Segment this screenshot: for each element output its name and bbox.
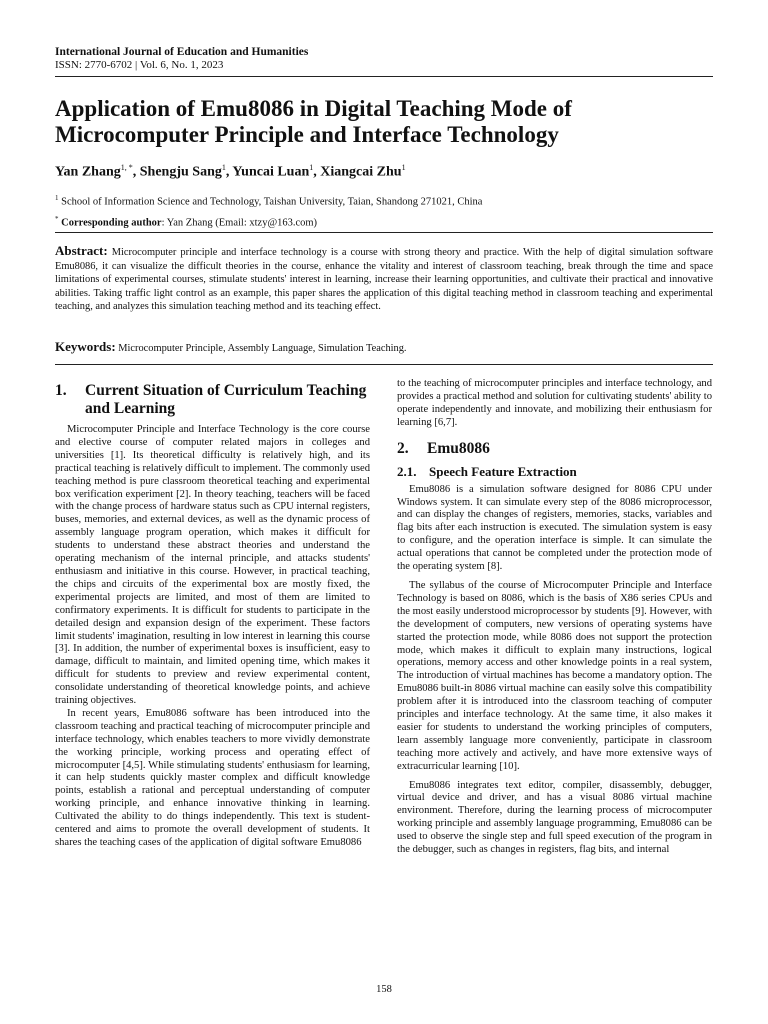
corr-sup: * [55, 214, 59, 223]
journal-header [55, 45, 715, 72]
section-title: Emu8086 [427, 439, 490, 457]
page-number: 158 [376, 984, 392, 995]
author-name: Yan Zhang [55, 164, 121, 180]
corresponding-author [55, 211, 715, 232]
journal-name: International Journal of Education and Humanities [55, 46, 309, 58]
keywords-rule [55, 364, 713, 365]
abstract [55, 244, 713, 314]
paragraph: The syllabus of the course of Microcomputer Principle and Interface Technology is based on 8086, which is the basis of X86 series CPUs and the most easily understood microprocessor by students [9]. However, with the development of computers, new versions of operating systems have started the protection mode, while 8086 does not support the protection mode, which makes it difficult to explain many instructions, logical operations, memory access and other knowledge points in a real system, The introduction of virtual machines has become a mandatory option. The Emu8086 built-in 8086 virtual machine can easily solve this compatibility problem after it is introduced into the classroom teaching of computer principles and interface technology. At the same time, it also makes it easier for students to understand the working principles of computers, learn assembly language more conveniently, participate in classroom teaching more actively and actively, and have more extensive ways of extracurricular learning [10]. [397, 579, 712, 772]
abstract-text: Microcomputer principle and interface technology is a course with strong theory and practice. With the help of digital simulation software Emu8086, it can visualize the difficult theories in the course, enhance the vitality and interest of classroom teaching, break through the time and space limitations of experimental courses, stimulate students' interest in learning, increase their learning opportunities, and cultivate their practical and innovative abilities. Taking traffic light control as an example, this paper shares the application of this digital teaching method in classroom teaching and experimental teaching, and analyzes this simulation teaching method and its teaching effect. [55, 247, 713, 313]
paragraph: Microcomputer Principle and Interface Technology is the core course and elective course of computer related majors in colleges and universities [1]. Its theoretical difficulty is relatively high, and its practical teaching is relatively difficult to implement. The commonly used teaching method is pure classroom theoretical teaching and experimental box verification experiment [2]. In theory teaching, teachers will be faced with the change process of hardware status such as CPU internal registers, buses, memories, and external devices, as well as the dynamic process of assembly language program operation, which makes it difficult for students to understand these abstract theories and understand the operating mechanism of the internal principle, and attacks students' enthusiasm and initiative in this course. However, in practical teaching, the chips and circuits of the experimental box are mostly fixed, the experimental projects are limited, and most of them are limited to confirmatory experiments. It is difficult for students to participate in the detailed design and expansion design of the experiment. These factors limit students' imagination, resulting in low interest in learning this course [3]. In addition, the number of experimental boxes is insufficient, easy to damage, difficult to maintain, and limited opening time, which makes it difficult for students to preview and review experimental content, consolidate understanding of theoretical knowledge points, and achieve training objectives. [55, 424, 370, 707]
paper-title: Application of Emu8086 in Digital Teaching Mode of Microcomputer Principle and Interface Technology [55, 96, 572, 147]
author-name: Xiangcai Zhu [320, 164, 402, 180]
author-list [55, 163, 715, 181]
author-sup: 1 [401, 163, 406, 172]
abstract-label: Abstract: [55, 243, 108, 258]
section-heading [397, 440, 712, 458]
affiliation-text: School of Information Science and Technology, Taishan University, Taian, Shandong 271021, China [61, 196, 483, 208]
author-sep: , [225, 164, 233, 180]
author-sup: 1, * [120, 163, 133, 172]
author-name: Yuncai Luan [232, 164, 310, 180]
author-name: Shengju Sang [139, 164, 222, 180]
section-number: 2. [397, 439, 409, 457]
affiliations [55, 190, 715, 231]
corr-label: Corresponding author [61, 217, 162, 228]
affiliation-sup: 1 [55, 194, 59, 202]
paragraph: Emu8086 integrates text editor, compiler, disassembly, debugger, virtual device and driver, and has a visual 8086 virtual machine environment. Therefore, during the learning process of microcomputer working principle and assembly language programming, Emu8086 can be used to observe the single step and full speed execution of the program in the debugger, such as changes in registers, flag bits, and internal [397, 779, 712, 856]
keywords-label: Keywords: [55, 339, 116, 354]
author-sup: 1 [309, 163, 314, 172]
right-column [397, 378, 712, 857]
section-title: Current Situation of Curriculum Teaching and Learning [85, 382, 367, 417]
paragraph: In recent years, Emu8086 software has been introduced into the classroom teaching and practical teaching of microcomputer principle and interface technology, which enables teachers to more vividly demonstrate the working principle, working process and operating effect of microcomputer [4,5]. While stimulating students' enthusiasm for learning, it can help students quickly master complex and difficult knowledge points, establish a rational and perceptual understanding of computer working principle, and enhance innovative thinking in learning. Cultivated the ability to do things independently. This text is student-centered and aims to promote the overall development of students. It shares the teaching cases of the application of digital software Emu8086 [55, 707, 370, 848]
paragraph: to the teaching of microcomputer principles and interface technology, and provides a practical method and solution for cultivating students' ability to operate independently and innovate, and mobilizing their enthusiasm for learning [6,7]. [397, 378, 712, 428]
left-column [55, 378, 370, 850]
section-heading [55, 382, 370, 418]
subsection-title: Speech Feature Extraction [429, 463, 577, 479]
author-sup: 1 [221, 163, 226, 172]
journal-issn: ISSN: 2770-6702 | Vol. 6, No. 1, 2023 [55, 59, 224, 71]
subsection-number: 2.1. [397, 463, 417, 479]
keywords [55, 339, 713, 355]
subsection-heading [397, 464, 712, 480]
author-sep: , [132, 164, 140, 180]
header-rule [55, 76, 713, 77]
corr-text: : Yan Zhang (Email: xtzy@163.com) [161, 217, 318, 228]
section-number: 1. [55, 382, 67, 399]
abstract-rule [55, 232, 713, 233]
keywords-text: Microcomputer Principle, Assembly Language, Simulation Teaching. [118, 343, 407, 354]
author-sep: , [313, 164, 321, 180]
affiliation-line [55, 190, 715, 211]
paragraph: Emu8086 is a simulation software designed for 8086 CPU under Windows system. It can simulate every step of the 8086 microprocessor, and can display the changes of registers, memories, stacks, variables and flag bits after each instruction is executed. The simulation system is easy to configure, and the operation interface is simple. It can simulate the actual operations that cannot be completed under the protection mode of the operating system [8]. [397, 483, 712, 573]
